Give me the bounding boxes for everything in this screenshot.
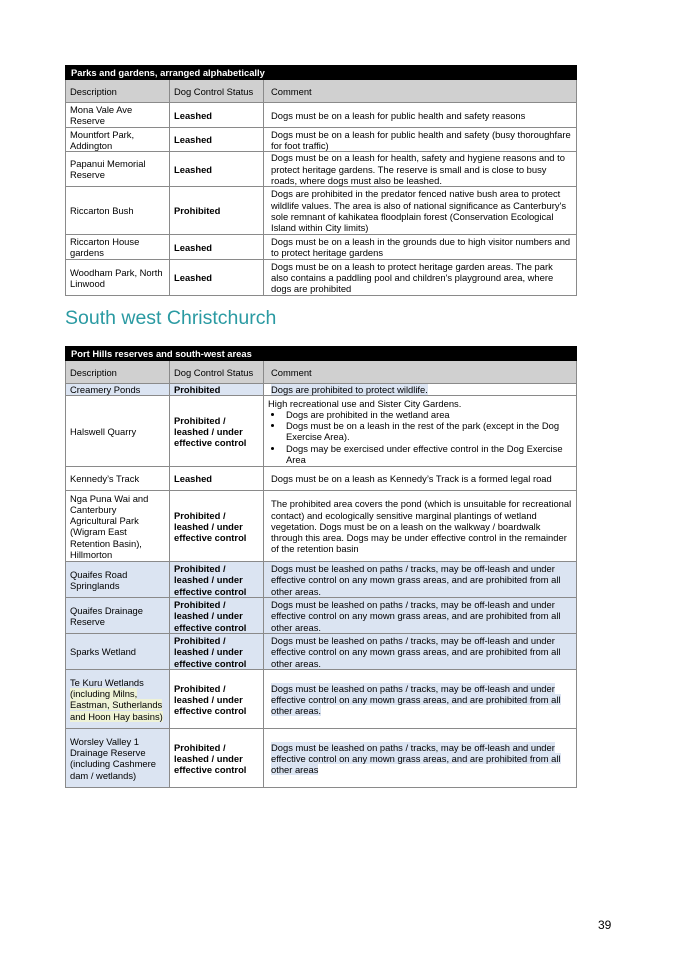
row-description: Woodham Park, North Linwood: [66, 260, 170, 296]
row-description: Halswell Quarry: [66, 396, 170, 467]
row-comment: Dogs are prohibited in the predator fenced native bush area to protect wildlife values. The area is also of national significance as Canterbury's sole remnant of kahikatea floodplain forest (Conservation Ecological Island within City limits): [264, 187, 577, 235]
table-row: [66, 634, 577, 670]
list-item: • Dogs may be exercised under effective control in the Dog Exercise Area: [284, 443, 572, 465]
row-description: Quaifes Drainage Reserve: [66, 598, 170, 634]
row-comment: The prohibited area covers the pond (which is unsuitable for recreational contact) and ecologically sensitive marginal plantings of wetland vegetation. Dogs must be on a leash on the walkway / boardwalk through this area. Dogs may be under effective control in the remainder of the retention basin: [264, 491, 577, 562]
table-row: [66, 396, 577, 467]
row-description: Sparks Wetland: [66, 634, 170, 670]
table-row: [66, 235, 577, 260]
row-status: Prohibited / leashed / under effective control: [170, 396, 264, 467]
row-description: Worsley Valley 1 Drainage Reserve (including Cashmere dam / wetlands): [66, 729, 170, 788]
table-row: [66, 260, 577, 296]
table-caption: Parks and gardens, arranged alphabetically: [66, 66, 577, 80]
header-comment: Comment: [264, 361, 577, 384]
row-description: Kennedy’s Track: [66, 467, 170, 491]
header-description: Description: [66, 361, 170, 384]
row-status: Leashed: [170, 467, 264, 491]
table-row: [66, 128, 577, 152]
row-status: Prohibited / leashed / under effective control: [170, 598, 264, 634]
list-item: • Dogs are prohibited in the wetland area: [284, 409, 572, 420]
row-comment-text: Dogs must be leashed on paths / tracks, may be off-leash and under effective control on any mown grass areas, and are prohibited from all other areas.: [271, 682, 561, 716]
row-comment: [264, 670, 577, 729]
row-description: Riccarton House gardens: [66, 235, 170, 260]
row-status: Leashed: [170, 152, 264, 187]
port-hills-table: [65, 346, 577, 788]
row-description: Riccarton Bush: [66, 187, 170, 235]
header-comment: Comment: [264, 80, 577, 103]
row-status: Leashed: [170, 235, 264, 260]
section-title: South west Christchurch: [65, 307, 277, 329]
row-status: Prohibited / leashed / under effective control: [170, 634, 264, 670]
page-number: 39: [598, 918, 612, 932]
row-comment: Dogs must be on a leash for public health and safety reasons: [264, 103, 577, 128]
row-comment: Dogs must be on a leash to protect heritage garden areas. The park also contains a paddling pool and children's playground area, where dogs are prohibited: [264, 260, 577, 296]
table-row: [66, 187, 577, 235]
row-comment: Dogs must be on a leash as Kennedy’s Track is a formed legal road: [264, 467, 577, 491]
row-description: Creamery Ponds: [66, 384, 170, 396]
comment-intro: High recreational use and Sister City Gardens.: [268, 397, 462, 409]
row-comment: [264, 396, 577, 467]
row-comment-text: Dogs are prohibited to protect wildlife.: [271, 384, 428, 396]
row-description: Quaifes Road Springlands: [66, 562, 170, 598]
header-status: Dog Control Status: [170, 80, 264, 103]
row-description: Mountfort Park, Addington: [66, 128, 170, 152]
row-status: Prohibited / leashed / under effective control: [170, 562, 264, 598]
row-comment: Dogs must be on a leash in the grounds due to high visitor numbers and to protect heritage gardens: [264, 235, 577, 260]
row-status: Prohibited / leashed / under effective control: [170, 491, 264, 562]
row-description: Nga Puna Wai and Canterbury Agricultural Park (Wigram East Retention Basin), Hillmorton: [66, 491, 170, 562]
comment-bullet-list: [268, 409, 572, 465]
table-row: [66, 562, 577, 598]
row-status: Leashed: [170, 128, 264, 152]
table-row: [66, 491, 577, 562]
header-status: Dog Control Status: [170, 361, 264, 384]
table-row: [66, 598, 577, 634]
table-row: [66, 384, 577, 396]
row-comment: Dogs must be on a leash for public health and safety (busy thoroughfare for foot traffic): [264, 128, 577, 152]
row-status: Leashed: [170, 103, 264, 128]
row-comment: [264, 384, 577, 396]
list-item: • Dogs must be on a leash in the rest of the park (except in the Dog Exercise Area).: [284, 420, 572, 442]
table-row: [66, 467, 577, 491]
table-caption: Port Hills reserves and south-west areas: [66, 347, 577, 361]
row-comment-text: Dogs must be leashed on paths / tracks, may be off-leash and under effective control on any mown grass areas, and are prohibited from all other areas: [271, 741, 561, 775]
row-status: Leashed: [170, 260, 264, 296]
row-comment: Dogs must be leashed on paths / tracks, may be off-leash and under effective control on any mown grass areas, and are prohibited from all other areas.: [264, 634, 577, 670]
header-description: Description: [66, 80, 170, 103]
row-comment: Dogs must be leashed on paths / tracks, may be off-leash and under effective control on any mown grass areas, and are prohibited from all other areas.: [264, 598, 577, 634]
table-row: [66, 152, 577, 187]
row-comment: Dogs must be on a leash for health, safety and hygiene reasons and to protect heritage gardens. The reserve is small and is close to busy roads, where dogs must also be leashed.: [264, 152, 577, 187]
row-comment: Dogs must be leashed on paths / tracks, may be off-leash and under effective control on any mown grass areas, and are prohibited from all other areas.: [264, 562, 577, 598]
row-description-sub: (including Milns, Eastman, Sutherlands and Hoon Hay basins): [70, 688, 163, 722]
table-row: [66, 103, 577, 128]
table-row: [66, 670, 577, 729]
row-status: Prohibited: [170, 187, 264, 235]
row-description: Papanui Memorial Reserve: [66, 152, 170, 187]
row-description: [66, 670, 170, 729]
row-status: Prohibited / leashed / under effective control: [170, 729, 264, 788]
table-row: [66, 729, 577, 788]
row-comment: [264, 729, 577, 788]
row-description: Mona Vale Ave Reserve: [66, 103, 170, 128]
row-status: Prohibited / leashed / under effective control: [170, 670, 264, 729]
row-status: Prohibited: [170, 384, 264, 396]
row-description-main: Te Kuru Wetlands: [70, 677, 144, 688]
parks-gardens-table: [65, 65, 577, 296]
